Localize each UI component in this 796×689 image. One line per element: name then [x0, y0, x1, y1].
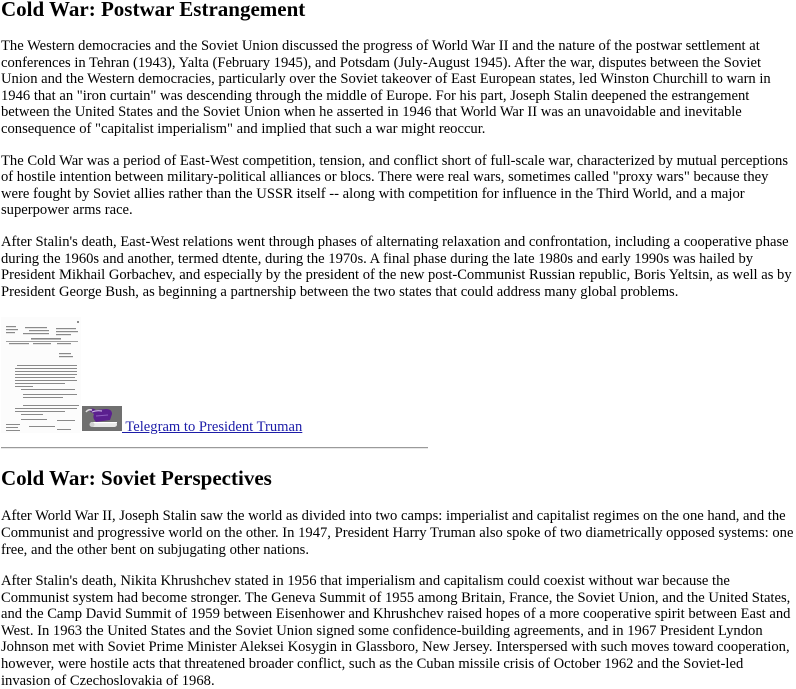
- section-heading-postwar-estrangement: Cold War: Postwar Estrangement: [1, 0, 306, 21]
- paragraph: The Cold War was a period of East-West competition, tension, and conflict short of full-scale war, characterized by mutual perceptions of hostile intention between military-political alliances or blocs. There were real wars, sometimes called "proxy wars" because they were fought by Soviet allies rather than the USSR itself -- along with competition for influence in the Third World, and a major superpower arms race.: [1, 152, 789, 219]
- telegram-link-wrap: [82, 406, 302, 436]
- document-page: [1, 0, 796, 689]
- section-heading-soviet-perspectives: Cold War: Soviet Perspectives: [1, 466, 272, 491]
- scroll-icon[interactable]: [82, 406, 122, 431]
- document-thumbnail-icon[interactable]: [1, 317, 81, 433]
- telegram-figure: [1, 317, 796, 433]
- paragraph: After World War II, Joseph Stalin saw the world as divided into two camps: imperialist and capitalist regimes on the one hand, and the Communist and progressive world on the other. In 1947, President Harry Truman also spoke of two diametrically opposed systems: one free, and the other bent on subjugating other nations.: [1, 508, 794, 558]
- paragraph: After Stalin's death, Nikita Khrushchev stated in 1956 that imperialism and capitalism could coexist without war because the Communist system had become stronger. The Geneva Summit of 1955 among Britain, France, the Soviet Union, and the United States, and the Camp David Summit of 1959 between Eisenhower and Khrushchev raised hopes of a more cooperative spirit between East and West. In 1963 the United States and the Soviet Union signed some confidence-building agreements, and in 1967 President Lyndon Johnson met with Soviet Prime Minister Aleksei Kosygin in Glassboro, New Jersey. Interspersed with such moves toward cooperation, however, were hostile acts that threatened broader conflict, such as the Cuban missile crisis of October 1962 and the Soviet-led invasion of Czechoslovakia of 1968.: [1, 573, 791, 689]
- paragraph: The Western democracies and the Soviet Union discussed the progress of World War II and the nature of the postwar settlement at conferences in Tehran (1943), Yalta (February 1945), and Potsdam (July-August 1945). After the war, disputes between the Soviet Union and the Western democracies, particularly over the Soviet takeover of East European states, led Winston Churchill to warn in 1946 that an "iron curtain" was descending through the middle of Europe. For his part, Joseph Stalin deepened the estrangement between the United States and the Soviet Union when he asserted in 1946 that World War II was an unavoidable and inevitable consequence of "capitalist imperialism" and implied that such a war might reoccur.: [1, 38, 771, 137]
- telegram-to-president-truman-link[interactable]: Telegram to President Truman: [122, 418, 303, 435]
- paragraph: After Stalin's death, East-West relations went through phases of alternating relaxation and confrontation, including a cooperative phase during the 1960s and another, termed dtente, during the 1970s. A final phase during the late 1980s and early 1990s was hailed by President Mikhail Gorbachev, and especially by the president of the new post-Communist Russian republic, Boris Yeltsin, as well as by President George Bush, as beginning a partnership between the two states that could address many global problems.: [1, 233, 792, 300]
- section-divider: [1, 447, 428, 449]
